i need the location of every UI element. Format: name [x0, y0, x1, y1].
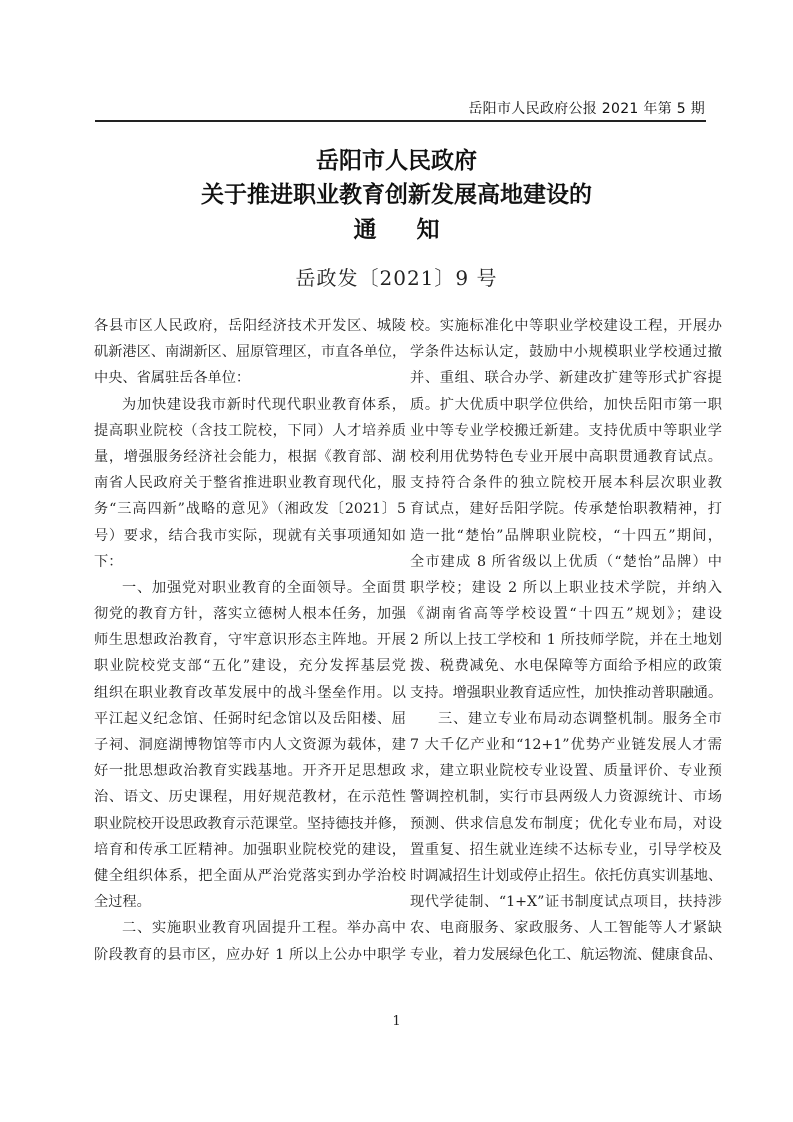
text-line: 育试点，建好岳阳学院。传承楚怡职教精神，打: [410, 501, 722, 518]
text-line: 各县市区人民政府，岳阳经济技术开发区、城陵: [94, 318, 406, 334]
text-line: 拨、税费减免、水电保障等方面给予相应的政策: [410, 658, 722, 675]
text-line: 矶新港区、南湖新区、屈原管理区，市直各单位，: [94, 344, 407, 361]
text-line: 培育和传承工匠精神。加强职业院校党的建设，: [94, 841, 406, 858]
text-line: 业中等专业学校搬迁新建。支持优质中等职业学: [410, 422, 722, 439]
text-line: 全市建成 8 所省级以上优质（“楚怡”品牌）中: [410, 553, 722, 570]
text-line: 职业院校开设思政教育示范课堂。坚持德技并修，: [94, 815, 407, 832]
text-line: 专业，着力发展绿色化工、航运物流、健康食品、: [410, 946, 723, 963]
text-line: 职学校；建设 2 所以上职业技术学院，并纳入: [410, 579, 722, 596]
document-number: 岳政发〔2021〕9 号: [295, 266, 498, 290]
text-line: 学条件达标认定，鼓励中小规模职业学校通过撤: [410, 344, 722, 361]
text-line: 彻党的教育方针，落实立德树人根本任务，加强: [94, 606, 406, 623]
text-line: 中央、省属驻岳各单位：: [94, 370, 251, 387]
text-line: 量，增强服务经济社会能力，根据《教育部、湖: [94, 448, 406, 465]
text-line: 职业院校党支部“五化”建设，充分发挥基层党: [94, 658, 406, 675]
text-line: 好一批思想政治教育实践基地。开齐开足思想政: [94, 763, 406, 780]
text-line: 健全组织体系，把全面从严治党落实到办学治校: [94, 867, 406, 884]
text-line: 置重复、招生就业连续不达标专业，引导学校及: [410, 841, 722, 858]
text-line: 南省人民政府关于整省推进职业教育现代化，服: [94, 475, 406, 492]
text-line: 师生思想政治教育，守牢意识形态主阵地。开展: [94, 632, 406, 649]
title-issuer: 岳阳市人民政府: [316, 147, 477, 174]
text-line: 为加快建设我市新时代现代职业教育体系，: [122, 396, 406, 413]
text-line: 校利用优势特色专业开展中高职贯通教育试点。: [410, 448, 722, 465]
text-line: 现代学徒制、“1+X”证书制度试点项目，扶持涉: [410, 894, 722, 911]
title-subject: 关于推进职业教育创新发展高地建设的: [201, 181, 592, 208]
title-doc-type: 通知: [353, 216, 480, 243]
text-line: 二、实施职业教育巩固提升工程。举办高中: [122, 920, 406, 937]
text-line: 支持。增强职业教育适应性，加快推动普职融通。: [410, 684, 723, 701]
text-line: 时调减招生计划或停止招生。依托仿真实训基地、: [410, 867, 723, 884]
text-line: 质。扩大优质中职学位供给，加快岳阳市第一职: [410, 396, 722, 413]
left-column: [94, 313, 406, 968]
page-number: 1: [392, 1014, 401, 1029]
text-line: 三、建立专业布局动态调整机制。服务全市: [438, 710, 722, 727]
right-column: [410, 313, 722, 968]
text-line: 7 大千亿产业和“12+1”优势产业链发展人才需: [410, 737, 722, 753]
text-line: 阶段教育的县市区，应办好 1 所以上公办中职学: [94, 946, 406, 963]
text-line: 组织在职业教育改革发展中的战斗堡垒作用。以: [94, 684, 406, 701]
text-line: 并、重组、联合办学、新建改扩建等形式扩容提: [410, 370, 722, 387]
text-line: 平江起义纪念馆、任弼时纪念馆以及岳阳楼、屈: [94, 710, 406, 727]
text-line: 提高职业院校（含技工院校，下同）人才培养质: [94, 422, 406, 439]
text-line: 务“三高四新”战略的意见》（湘政发〔2021〕5: [94, 501, 406, 518]
text-line: 造一批“楚怡”品牌职业院校，“十四五”期间，: [410, 527, 722, 544]
text-line: 支持符合条件的独立院校开展本科层次职业教: [410, 475, 722, 492]
text-line: 农、电商服务、家政服务、人工智能等人才紧缺: [410, 920, 722, 937]
text-line: 《湖南省高等学校设置“十四五”规划》；建设: [410, 606, 722, 623]
text-line: 号）要求，结合我市实际，现就有关事项通知如: [94, 527, 406, 544]
text-line: 子祠、洞庭湖博物馆等市内人文资源为载体，建: [94, 737, 406, 753]
text-line: 全过程。: [94, 894, 151, 911]
text-line: 校。实施标准化中等职业学校建设工程，开展办: [410, 318, 722, 334]
text-line: 下：: [94, 553, 123, 570]
publication-header: 岳阳市人民政府公报 2021 年第 5 期: [468, 101, 705, 117]
text-line: 一、加强党对职业教育的全面领导。全面贯: [122, 579, 406, 596]
text-line: 求，建立职业院校专业设置、质量评价、专业预: [410, 763, 722, 780]
text-line: 2 所以上技工学校和 1 所技师学院，并在土地划: [410, 632, 722, 649]
header-rule: [95, 120, 706, 122]
text-line: 预测、供求信息发布制度；优化专业布局，对设: [410, 815, 722, 832]
text-line: 警调控机制，实行市县两级人力资源统计、市场: [410, 789, 722, 806]
text-line: 治、语文、历史课程，用好规范教材，在示范性: [94, 789, 406, 806]
